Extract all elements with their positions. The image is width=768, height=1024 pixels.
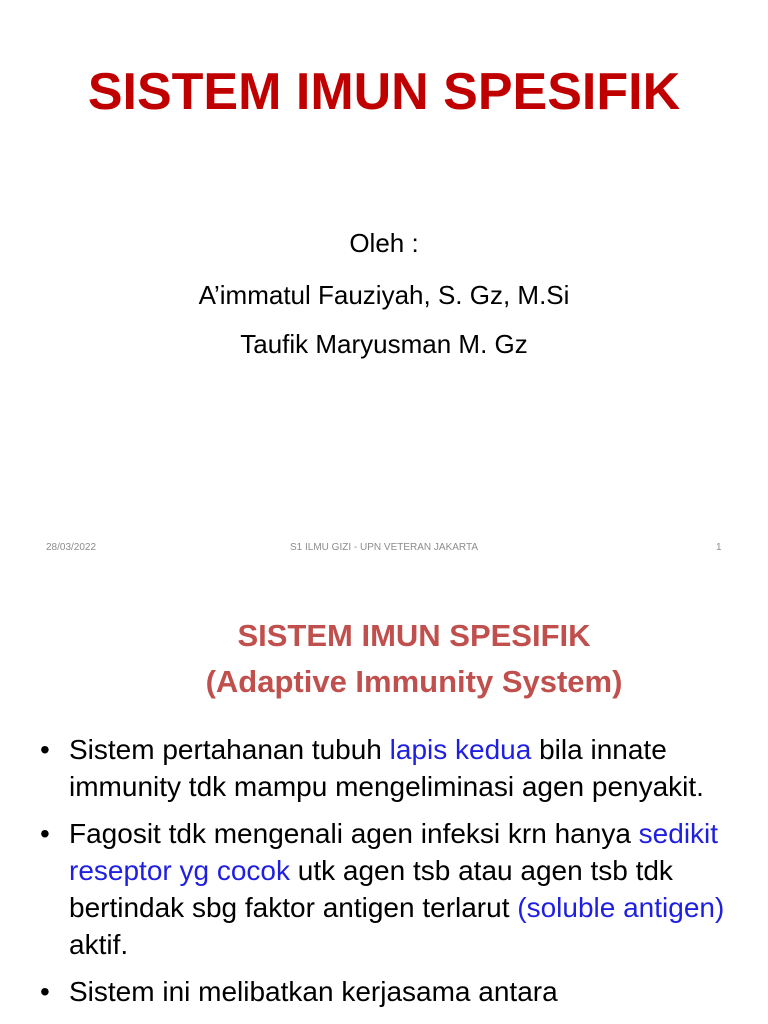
- footer-institution: S1 ILMU GIZI - UPN VETERAN JAKARTA: [290, 542, 478, 553]
- bullet-item: [40, 815, 760, 963]
- bullet-list: [40, 731, 760, 1020]
- highlighted-text: lapis kedua: [389, 734, 532, 765]
- bullet-text: Sistem ini melibatkan kerjasama antara: [69, 976, 558, 1007]
- highlighted-text: (soluble antigen): [517, 892, 725, 923]
- bullet-icon: •: [40, 976, 50, 1007]
- slide-subtitle: (Adaptive Immunity System): [205, 664, 623, 699]
- bullet-item: [40, 973, 760, 1010]
- bullet-icon: •: [40, 818, 50, 849]
- bullet-text: Fagosit tdk mengenali agen infeksi krn hanya: [69, 818, 639, 849]
- slide-title: SISTEM IMUN SPESIFIK: [237, 618, 591, 653]
- byline: Oleh :: [349, 228, 419, 258]
- highlighted-text: sedikit reseptor yg cocok: [69, 818, 719, 886]
- bullet-text: bila innate immunity tdk mampu mengeliminasi agen penyakit.: [69, 734, 704, 802]
- footer-date: 28/03/2022: [46, 542, 97, 553]
- bullet-text: utk agen tsb atau agen tsb tdk bertindak sbg faktor antigen terlarut: [69, 855, 673, 923]
- footer-page-number: 1: [716, 542, 722, 553]
- slide-title: SISTEM IMUN SPESIFIK: [87, 63, 681, 121]
- author-name-2: Taufik Maryusman M. Gz: [240, 329, 528, 359]
- bullet-icon: •: [40, 734, 50, 765]
- bullet-text: aktif.: [69, 929, 129, 960]
- author-name-1: A’immatul Fauziyah, S. Gz, M.Si: [198, 280, 570, 310]
- slide-separator: [0, 576, 768, 584]
- content-slide: [0, 584, 768, 1024]
- bullet-item: [40, 731, 760, 805]
- bullet-text: Sistem pertahanan tubuh: [69, 734, 390, 765]
